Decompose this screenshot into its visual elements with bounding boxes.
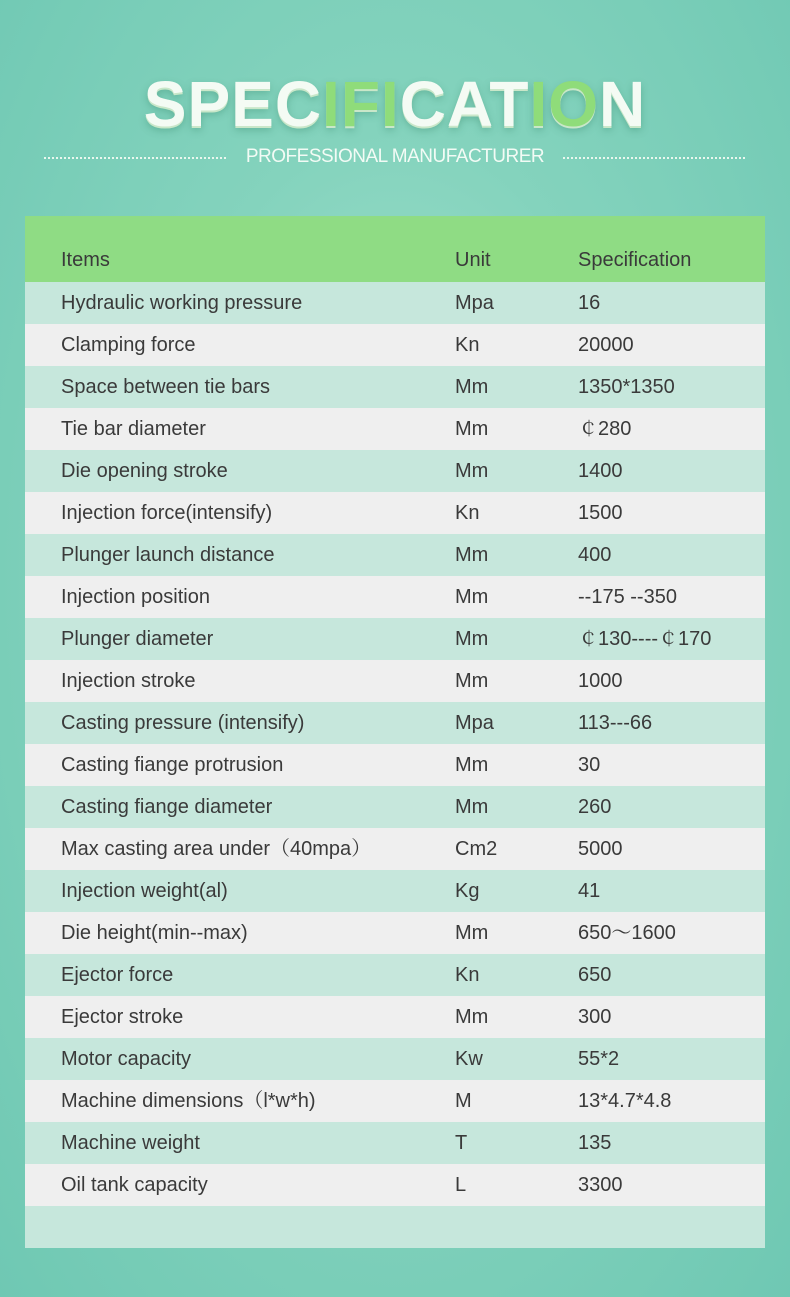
cell-specification: 400 — [578, 544, 612, 566]
table-row — [25, 618, 765, 660]
cell-specification: 41 — [578, 880, 601, 902]
cell-item: Tie bar diameter — [61, 418, 206, 440]
cell-specification: 1400 — [578, 460, 623, 482]
column-header-specification: Specification — [578, 249, 692, 271]
table-row — [25, 660, 765, 702]
cell-item: Injection stroke — [61, 670, 196, 692]
title-part-highlight: IFI — [322, 68, 400, 140]
cell-specification: 16 — [578, 292, 601, 314]
cell-unit: Mm — [455, 670, 489, 692]
cell-unit: Mm — [455, 418, 489, 440]
cell-specification: 1500 — [578, 502, 623, 524]
cell-specification: 5000 — [578, 838, 623, 860]
table-row — [25, 1080, 765, 1122]
subtitle-row — [0, 142, 790, 172]
cell-unit: Mm — [455, 376, 489, 398]
table-footer-row — [25, 1206, 765, 1248]
cell-item: Die opening stroke — [61, 460, 228, 482]
table-row — [25, 702, 765, 744]
cell-specification: 20000 — [578, 334, 634, 356]
table-header-row — [25, 216, 765, 282]
cell-item: Plunger launch distance — [61, 544, 275, 566]
cell-unit: Mm — [455, 1006, 489, 1028]
cell-specification: 650～1600 — [578, 922, 676, 944]
cell-item: Casting fiange diameter — [61, 796, 273, 818]
spec-table — [25, 216, 765, 1248]
title-part: CAT — [399, 68, 530, 140]
cell-unit: Mm — [455, 922, 489, 944]
title-part: SPEC — [143, 68, 323, 140]
cell-item: Hydraulic working pressure — [61, 292, 303, 314]
cell-item: Oil tank capacity — [61, 1174, 208, 1196]
cell-item: Space between tie bars — [61, 376, 271, 398]
title-part: N — [599, 68, 647, 140]
page-title — [0, 68, 790, 140]
table-row — [25, 744, 765, 786]
cell-unit: Mpa — [455, 292, 494, 314]
cell-item: Machine dimensions（l*w*h) — [61, 1090, 316, 1112]
cell-specification: 13*4.7*4.8 — [578, 1090, 672, 1112]
table-row — [25, 408, 765, 450]
cell-unit: Mm — [455, 796, 489, 818]
table-row — [25, 912, 765, 954]
cell-specification: 113---66 — [578, 712, 653, 734]
cell-unit: Mm — [455, 628, 489, 650]
cell-item: Clamping force — [61, 334, 196, 356]
title-part-highlight: IO — [529, 68, 600, 140]
column-header-items: Items — [61, 249, 110, 271]
cell-specification: ￠280 — [578, 418, 632, 440]
cell-unit: T — [455, 1132, 468, 1154]
cell-item: Machine weight — [61, 1132, 200, 1154]
cell-specification: 300 — [578, 1006, 612, 1028]
cell-unit: Kg — [455, 880, 480, 902]
cell-unit: Cm2 — [455, 838, 498, 860]
page-subtitle: PROFESSIONAL MANUFACTURER — [245, 146, 545, 167]
cell-specification: 1350*1350 — [578, 376, 675, 398]
table-row — [25, 828, 765, 870]
cell-item: Die height(min--max) — [61, 922, 248, 944]
cell-unit: Kn — [455, 502, 480, 524]
dotted-divider-right — [563, 157, 745, 159]
cell-item: Plunger diameter — [61, 628, 214, 650]
table-row — [25, 1122, 765, 1164]
cell-specification: 3300 — [578, 1174, 623, 1196]
cell-unit: Mm — [455, 586, 489, 608]
table-row — [25, 870, 765, 912]
table-row — [25, 954, 765, 996]
cell-specification: 135 — [578, 1132, 612, 1154]
table-row — [25, 366, 765, 408]
cell-item: Casting fiange protrusion — [61, 754, 284, 776]
table-row — [25, 786, 765, 828]
table-row — [25, 324, 765, 366]
cell-unit: Mm — [455, 460, 489, 482]
table-row — [25, 996, 765, 1038]
table-row — [25, 450, 765, 492]
cell-specification: 30 — [578, 754, 601, 776]
cell-unit: Kn — [455, 334, 480, 356]
cell-specification: 260 — [578, 796, 612, 818]
cell-item: Injection position — [61, 586, 210, 608]
table-row — [25, 282, 765, 324]
cell-unit: M — [455, 1090, 472, 1112]
cell-unit: Kn — [455, 964, 480, 986]
cell-item: Injection force(intensify) — [61, 502, 273, 524]
cell-specification: 650 — [578, 964, 612, 986]
cell-unit: Kw — [455, 1048, 483, 1070]
cell-unit: Mm — [455, 544, 489, 566]
cell-specification: 1000 — [578, 670, 623, 692]
cell-specification: --175 --350 — [578, 586, 677, 608]
cell-unit: Mm — [455, 754, 489, 776]
cell-item: Ejector stroke — [61, 1006, 184, 1028]
cell-unit: L — [455, 1174, 467, 1196]
table-row — [25, 534, 765, 576]
cell-item: Injection weight(al) — [61, 880, 228, 902]
table-row — [25, 1038, 765, 1080]
cell-item: Motor capacity — [61, 1048, 192, 1070]
cell-specification: 55*2 — [578, 1048, 620, 1070]
cell-specification: ￠130----￠170 — [578, 628, 712, 650]
cell-item: Casting pressure (intensify) — [61, 712, 305, 734]
table-row — [25, 576, 765, 618]
cell-unit: Mpa — [455, 712, 494, 734]
cell-item: Ejector force — [61, 964, 174, 986]
cell-item: Max casting area under（40mpa） — [61, 838, 372, 860]
column-header-unit: Unit — [455, 249, 491, 271]
table-row — [25, 492, 765, 534]
table-row — [25, 1164, 765, 1206]
